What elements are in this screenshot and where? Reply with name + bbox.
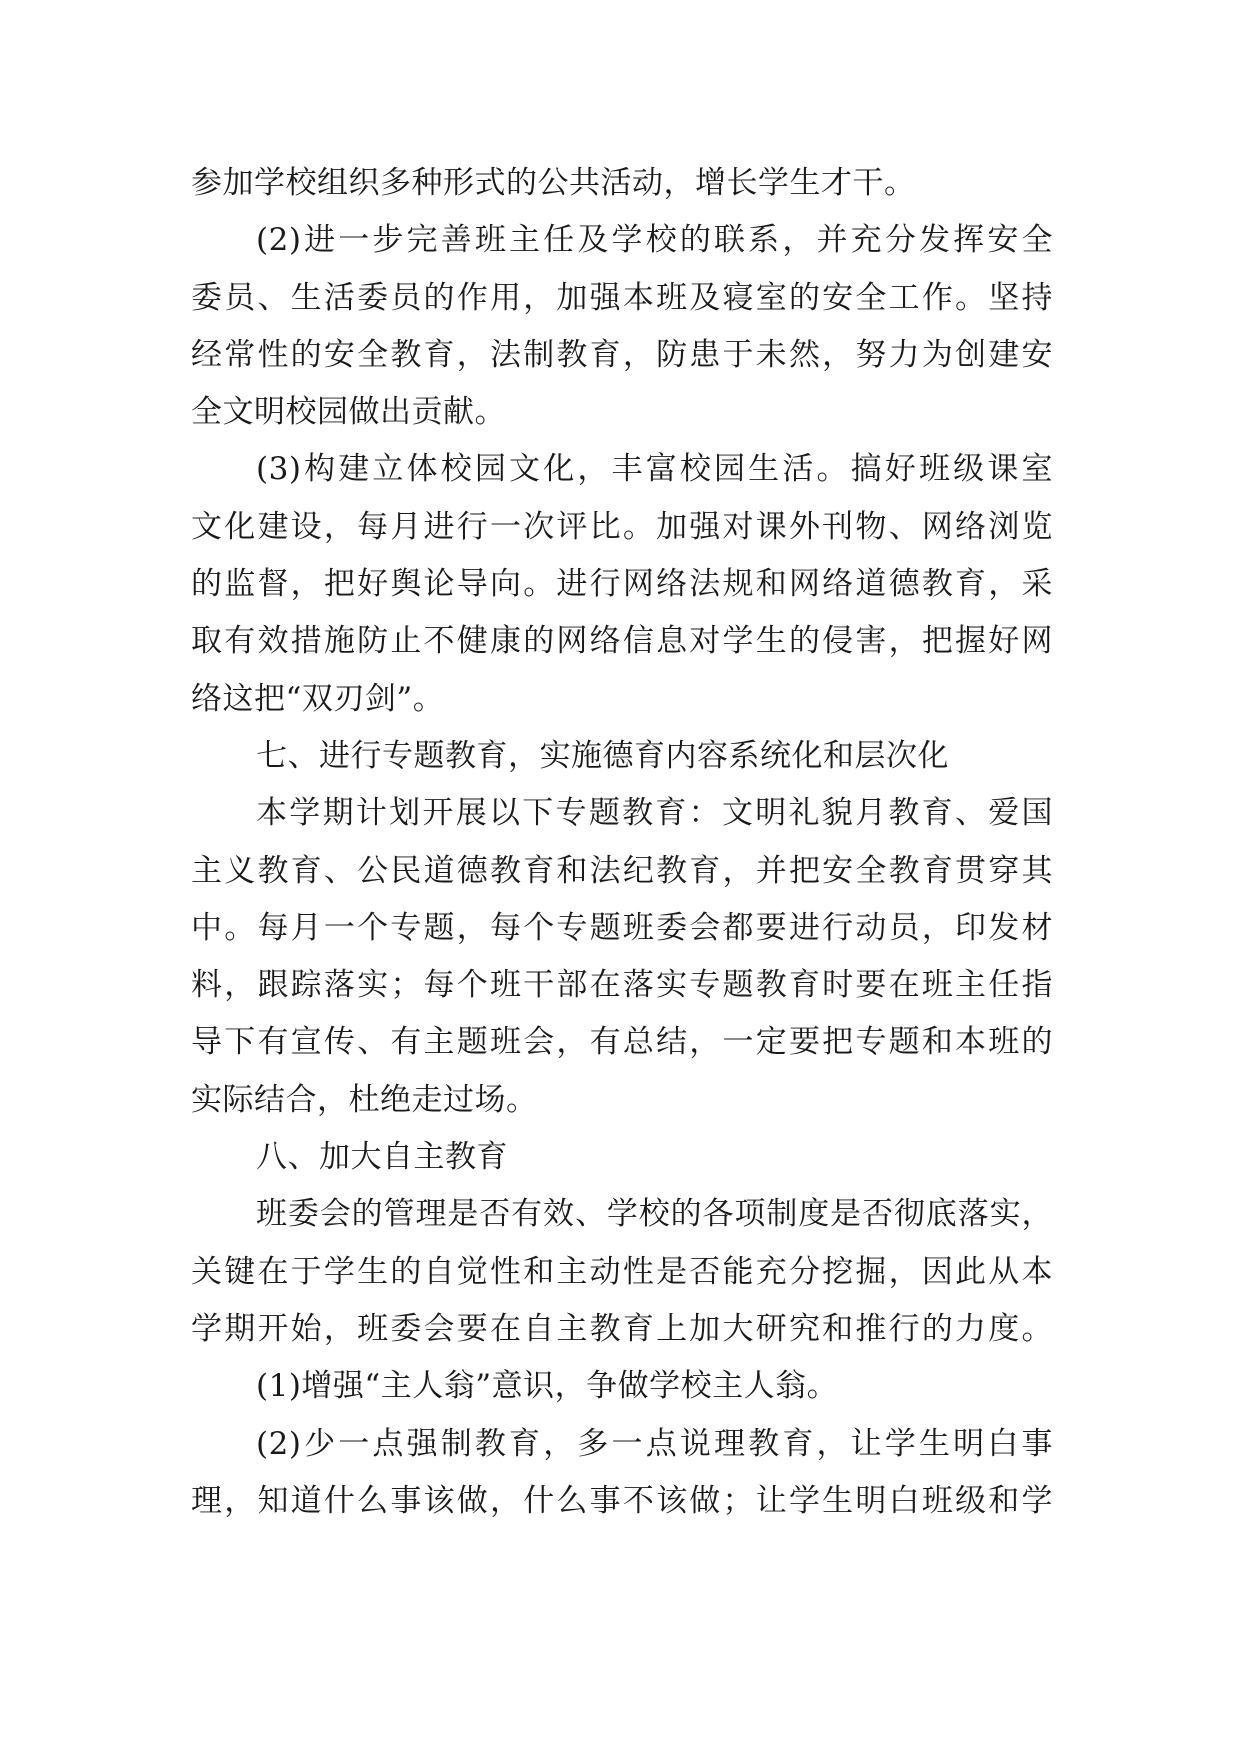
text-line: 主义教育、公民道德教育和法纪教育，并把安全教育贯穿其 (191, 852, 1053, 889)
text-line: 的监督，把好舆论导向。进行网络法规和网络道德教育，采 (191, 566, 1053, 603)
text-line: 委员、生活委员的作用，加强本班及寝室的安全工作。坚持 (191, 279, 1053, 316)
text-line: 取有效措施防止不健康的网络信息对学生的侵害，把握好网 (191, 623, 1053, 660)
text-line: 经常性的安全教育，法制教育，防患于未然，努力为创建安 (191, 336, 1053, 373)
text-line: 实际结合，杜绝走过场。 (191, 1081, 538, 1118)
text-line: 学期开始，班委会要在自主教育上加大研究和推行的力度。 (191, 1310, 1053, 1347)
text-line: 文化建设，每月进行一次评比。加强对课外刊物、网络浏览 (191, 508, 1053, 545)
text-line: 料，跟踪落实；每个班干部在落实专题教育时要在班主任指 (191, 967, 1053, 1004)
text-line: 络这把“双刃剑”。 (191, 680, 445, 717)
text-line: 八、加大自主教育 (256, 1139, 508, 1176)
text-line: 理，知道什么事该做，什么事不该做；让学生明白班级和学 (191, 1482, 1053, 1519)
text-line: 班委会的管理是否有效、学校的各项制度是否彻底落实， (256, 1196, 1053, 1233)
text-line: 参加学校组织多种形式的公共活动，增长学生才干。 (191, 165, 916, 201)
text-line: 关键在于学生的自觉性和主动性是否能充分挖掘，因此从本 (191, 1253, 1053, 1290)
text-line: 七、进行专题教育，实施德育内容系统化和层次化 (256, 737, 949, 774)
text-line: (2)少一点强制教育，多一点说理教育，让学生明白事 (256, 1425, 1053, 1462)
text-line: 中。每月一个专题，每个专题班委会都要进行动员，印发材 (191, 909, 1053, 946)
text-line: (1)增强“主人翁”意识，争做学校主人翁。 (256, 1368, 839, 1405)
text-line: 全文明校园做出贡献。 (191, 394, 506, 431)
document-body (191, 155, 1053, 1530)
text-line: (3)构建立体校园文化，丰富校园生活。搞好班级课室 (256, 451, 1053, 488)
text-line: 本学期计划开展以下专题教育：文明礼貌月教育、爱国 (256, 795, 1053, 832)
text-line: 导下有宣传、有主题班会，有总结，一定要把专题和本班的 (191, 1024, 1053, 1061)
text-line: (2)进一步完善班主任及学校的联系，并充分发挥安全 (256, 222, 1053, 259)
